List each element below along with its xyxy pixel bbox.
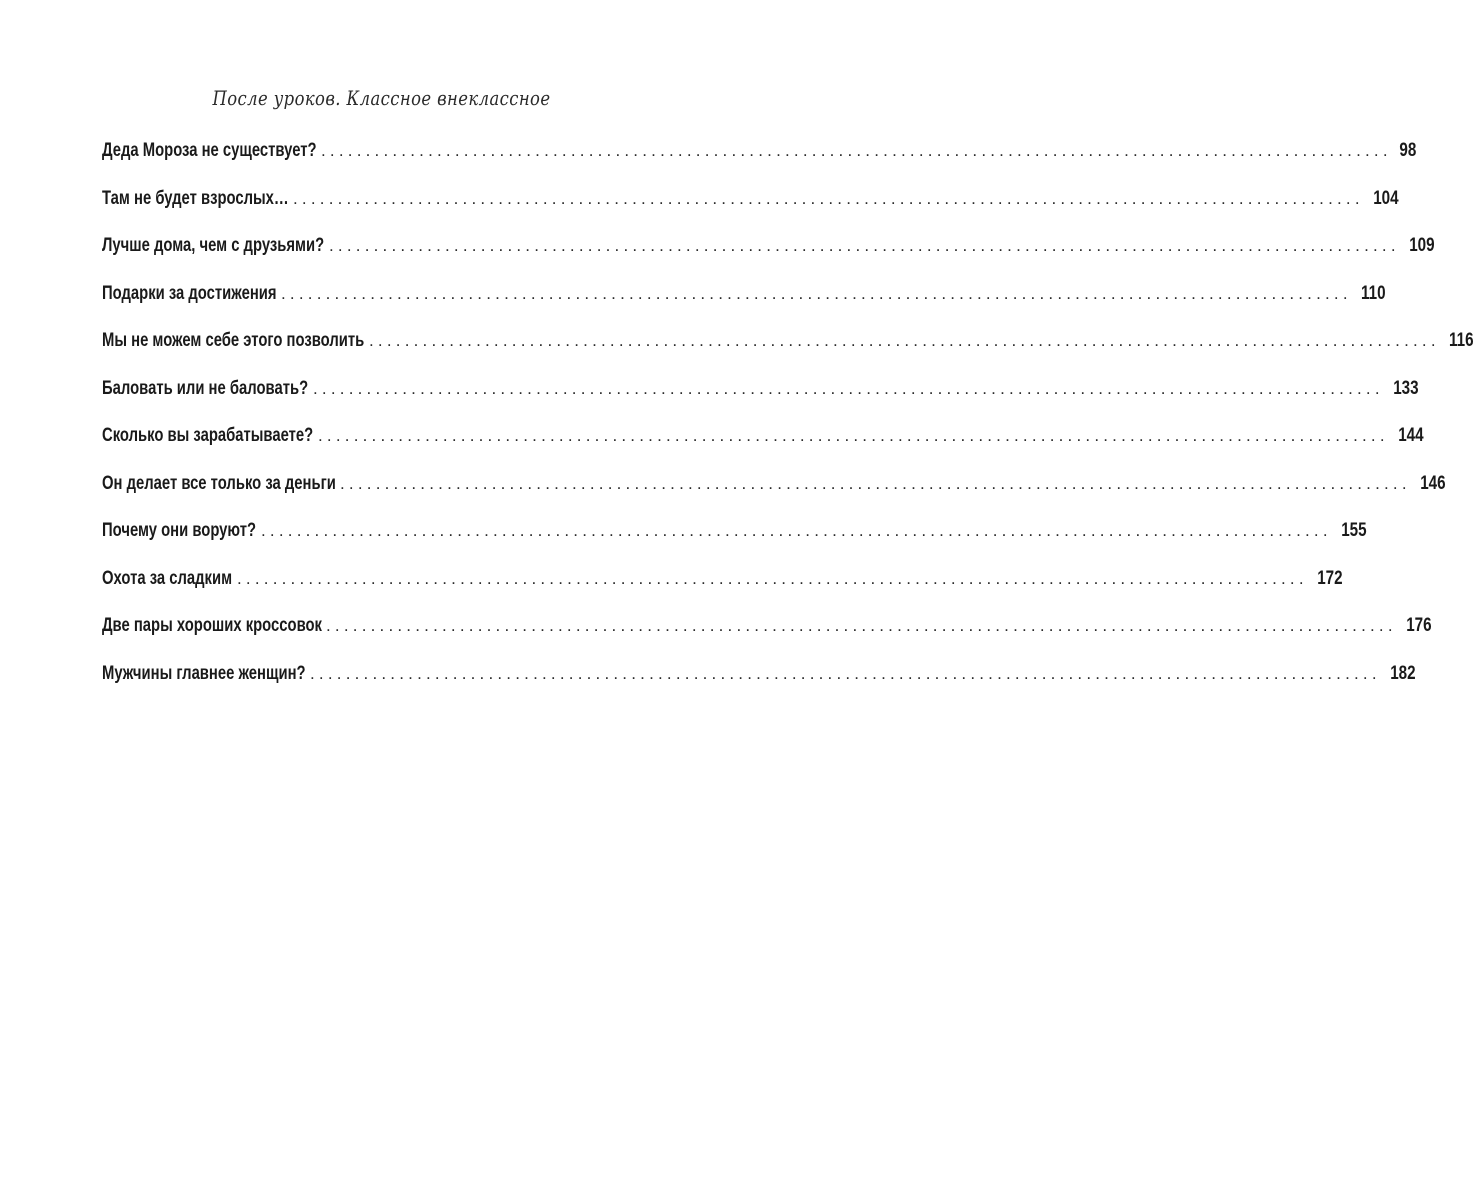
toc-leader-dots: ........................................................................................................................ <box>318 426 1389 445</box>
toc-leader-dots: ........................................................................................................................ <box>310 663 1381 683</box>
toc-leader-dots: ........................................................................................................................ <box>340 473 1411 493</box>
toc-leader-dots: ........................................................................................................................ <box>369 331 1440 350</box>
toc-entry <box>102 472 1446 521</box>
toc-entry-page: 144 <box>1397 425 1424 446</box>
toc-entry-title: Почему они воруют? <box>102 520 257 541</box>
toc-entry-title: Подарки за достижения <box>102 282 277 304</box>
toc-entry-page: 109 <box>1408 235 1435 256</box>
toc-leader-dots: ........................................................................................................................ <box>326 616 1397 635</box>
toc-entry-page: 182 <box>1389 662 1416 684</box>
toc-leader-dots: ........................................................................................................................ <box>329 236 1400 255</box>
toc-entry-page: 146 <box>1419 472 1446 494</box>
toc-entry-title: Лучше дома, чем с друзьями? <box>102 235 325 256</box>
toc-entry-page: 172 <box>1316 567 1343 589</box>
toc-entry <box>102 235 1435 283</box>
toc-entry <box>102 662 1416 711</box>
toc-entry <box>102 282 1386 331</box>
toc-leader-dots: ........................................................................................................................ <box>237 568 1308 588</box>
toc-entry <box>102 567 1343 616</box>
toc-entry <box>102 520 1367 568</box>
toc-entry <box>102 187 1399 236</box>
toc-entry-page: 155 <box>1340 520 1367 541</box>
toc-entry-title: Он делает все только за деньги <box>102 472 336 494</box>
toc-entry-page: 98 <box>1399 140 1417 161</box>
toc-entry <box>102 330 1473 378</box>
toc-leader-dots: ........................................................................................................................ <box>281 283 1352 303</box>
toc-entry-title: Мужчины главнее женщин? <box>102 662 306 684</box>
toc-leader-dots: ........................................................................................................................ <box>321 141 1392 160</box>
toc-leader-dots: ........................................................................................................................ <box>261 521 1332 540</box>
toc-entry <box>102 425 1424 473</box>
toc-entry <box>102 377 1419 426</box>
toc-entry <box>102 140 1417 188</box>
toc-entry-title: Деда Мороза не существует? <box>102 140 317 161</box>
toc-entry-title: Сколько вы зарабатываете? <box>102 425 314 446</box>
toc-entry-title: Охота за сладким <box>102 567 233 589</box>
toc-entry-title: Там не будет взрослых… <box>102 187 289 209</box>
toc-leader-dots: ........................................................................................................................ <box>313 378 1384 398</box>
toc-entry-page: 104 <box>1372 187 1399 209</box>
toc-entry-page: 110 <box>1360 282 1386 304</box>
toc-entry-title: Баловать или не баловать? <box>102 377 309 399</box>
toc-entry-page: 116 <box>1448 330 1473 351</box>
running-head: После уроков. Классное внеклассное <box>212 86 551 110</box>
toc-leader-dots: ........................................................................................................................ <box>293 188 1364 208</box>
toc-entry-page: 176 <box>1405 615 1432 636</box>
toc-entry-title: Мы не можем себе этого позволить <box>102 330 365 351</box>
toc-entry-title: Две пары хороших кроссовок <box>102 615 322 636</box>
toc-entry <box>102 615 1432 663</box>
toc-entry-page: 133 <box>1392 377 1419 399</box>
table-of-contents <box>102 140 1473 710</box>
